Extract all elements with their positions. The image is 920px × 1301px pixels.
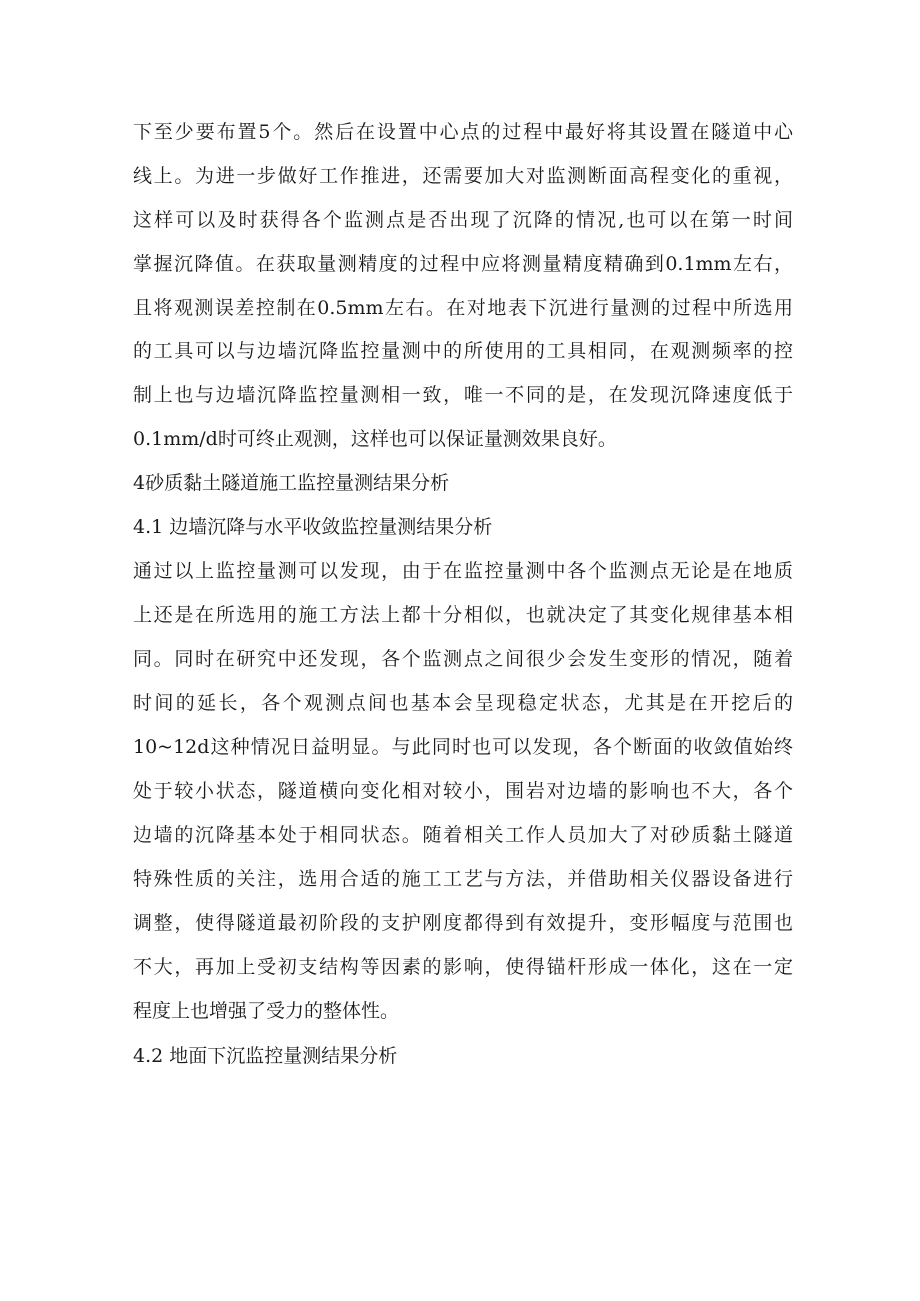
section-heading: 4砂质黏土隧道施工监控量测结果分析 — [133, 472, 450, 494]
subsection-heading: 4.1 边墙沉降与水平收敛监控量测结果分析 — [133, 516, 493, 538]
text-line: 下至少要布置5个。然后在设置中心点的过程中最好将其设置在隧道中心 — [133, 121, 793, 143]
text-line: 不大，再加上受初支结构等因素的影响，使得锚杆形成一体化，这在一定 — [133, 956, 793, 978]
text-line: 制上也与边墙沉降监控量测相一致，唯一不同的是，在发现沉降速度低于 — [133, 384, 793, 406]
text-line: 0.1mm/d时可终止观测，这样也可以保证量测效果良好。 — [133, 428, 617, 450]
text-line: 上还是在所选用的施工方法上都十分相似，也就决定了其变化规律基本相 — [133, 604, 793, 626]
text-line: 特殊性质的关注，选用合适的施工工艺与方法，并借助相关仪器设备进行 — [133, 868, 793, 890]
text-line: 处于较小状态，隧道横向变化相对较小，围岩对边墙的影响也不大，各个 — [133, 780, 793, 802]
text-line: 掌握沉降值。在获取量测精度的过程中应将测量精度精确到0.1mm左右， — [133, 253, 793, 275]
text-line: 程度上也增强了受力的整体性。 — [133, 1000, 400, 1022]
text-line: 通过以上监控量测可以发现，由于在监控量测中各个监测点无论是在地质 — [133, 560, 793, 582]
text-line: 这样可以及时获得各个监测点是否出现了沉降的情况,也可以在第一时间 — [133, 209, 793, 231]
text-line: 调整，使得隧道最初阶段的支护刚度都得到有效提升，变形幅度与范围也 — [133, 912, 793, 934]
text-line: 且将观测误差控制在0.5mm左右。在对地表下沉进行量测的过程中所选用 — [133, 297, 793, 319]
text-line: 的工具可以与边墙沉降监控量测中的所使用的工具相同，在观测频率的控 — [133, 340, 793, 362]
subsection-heading: 4.2 地面下沉监控量测结果分析 — [133, 1045, 398, 1067]
text-line: 时间的延长，各个观测点间也基本会呈现稳定状态，尤其是在开挖后的 — [133, 692, 793, 714]
text-line: 边墙的沉降基本处于相同状态。随着相关工作人员加大了对砂质黏土隧道 — [133, 824, 793, 846]
text-line: 线上。为进一步做好工作推进，还需要加大对监测断面高程变化的重视， — [133, 165, 793, 187]
text-line: 同。同时在研究中还发现，各个监测点之间很少会发生变形的情况，随着 — [133, 648, 793, 670]
text-line: 10~12d这种情况日益明显。与此同时也可以发现，各个断面的收敛值始终 — [133, 736, 793, 758]
